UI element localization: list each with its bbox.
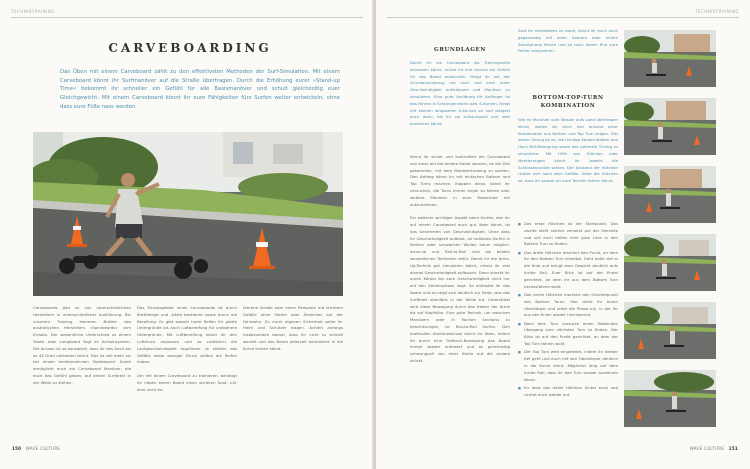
list-item: ■ Ihr lasst das letzte Hütchen hinter euch und richtet euch wieder auf. xyxy=(518,385,618,399)
sequence-photo-1 xyxy=(624,30,716,87)
sequence-photo-3 xyxy=(624,166,716,223)
sequence-photo-4 xyxy=(624,234,716,291)
left-page xyxy=(0,0,374,469)
left-footer xyxy=(12,446,60,451)
right-page-number: 151 xyxy=(728,446,738,451)
grundlagen-body: Könnt ihr sicher und kontrolliert ein Carveboard von einer auf die andere Kante steuern, ist die Zeit gekommen, mit dem Manövertraining zu starten. Den Anfang könnt ihr mit einfachen Bottom und Top Turns machen. Klappen diese, könnt ihr versuchen, die Turns immer enger zu fahren oder weitere Manöver in euer Repertoire mit aufzunehmen. Ein weiterer wichtiger Aspekt beim Surfen, den ihr auf einem Carveboard auch gut üben könnt, ist das Generieren von Geschwindigkeit. Ohne dass ihr Geschwindigkeit aufbaut, ist radikales Surfen in kleinen oder schwachen Wellen kaum möglich. Arms-up und Rail-to-Rail sind die beiden wesentlichen Techniken dafür. Damit ihr die Arms-Up-Technik gut simulieren könnt, müsst ihr erst einmal Geschwindigkeit aufbauen. Dann streckt ihr euren Körper bis eure Geschwindigkeit nicht nur auf den Zehenspitzen liegt. So entlastet ihr das Board und es neigt sich deutlich zur Seite, was das Surfbrett ebenfalls in der Welle tut. Unterstützt wird diese Bewegung durch das Heben der Arme bis auf Kopfhöhe. Eine gute Technik, um zwischen Manövern oder in flachen Sections zu beschleunigen, ist Rail-to-Rail Surfen. Den kraftvollen Kantenwechsel könnt ihr üben, indem ihr durch eine Tiefhoch-Bewegung das Board immer wieder entlastet und es gleichzeitig schwungvoll von einer Kante auf die andere drückt. xyxy=(410,154,510,363)
sequence-photo-5 xyxy=(624,302,716,359)
header-rule-right xyxy=(387,17,739,18)
header-rule xyxy=(11,17,363,18)
grundlagen-heading: GRUNDLAGEN xyxy=(434,47,486,53)
sequence-photo-2 xyxy=(624,98,716,155)
section-header-right: TECHNIKTRAINING xyxy=(695,9,739,14)
section-header: TECHNIKTRAINING xyxy=(11,9,55,14)
list-item: ■ Das vierte Hütchen markiert den Scheitelpunkt des Bottom Turns. Hier dreht ihr euren Oberkörper und leitet die Phase ein, in der ihr aus den Knien wieder hochkommt. xyxy=(518,292,618,319)
bottom-top-turn-heading: BOTTOM-TOP-TURN KOMBINATION xyxy=(532,95,604,109)
left-page-number: 150 xyxy=(12,446,22,451)
bottom-top-turn-intro: Wie ihr Manöver vom Wasser aufs Land übertragen könnt, wollen wir euch hier anhand einer Kombination aus Bottom und Top Turn zeigen. Ziel dieser Übung ist es, die richtige Körperrotation und Hoch-Tief-Bewegung sowie das optimale Timing zu simulieren. Mit Hilfe von Hütchen oder Markierungen könnt ihr jeweils die Schlüsselpunkte setzen. Der Abstand der Hütchen richtet sich nach dem Gefälle. Setzt die Hütchen so, dass ihr sauber an eure Technik fahren könnt. xyxy=(518,117,618,184)
article-title: CARVEBOARDING xyxy=(108,41,272,55)
sequence-photo-6 xyxy=(624,370,716,427)
left-column-2: Das Einsatzgebiet eines Carveboards ist durch Bretthänge und -härte bestimmt sowie durch die Bereifung. Es gibt sowohl harte Reifen für glatte Untergründe als auch Luftbereifung für unebenere Untergründe. Mit Luftbereifung könnt ihr den Luftdruck anpassen und so zusätzlich die Laufgeschwindigkeit regulieren. Je stärker das Gefälle desto weniger Druck sollten die Reifen haben. Um mit einem Carveboard zu trainieren, benötigt ihr neben einem Board einen sicheren Spot, z.B. eine nicht be- xyxy=(137,305,237,392)
list-item: ■ Das erste Hütchen ist der Startpunkt. Das zweite steht seitlich versetzt auf der Seeseite und soll euch helfen eine gute Linie in den Bottom Turn zu finden. xyxy=(518,221,618,248)
intro-paragraph: Das Üben mit einem Carveboard zählt zu den effektivsten Methoden der Surf-Simulation. Mit einem Carveboard könnt ihr Surfmanöver auf die Straße übertragen. Durch die Erhöhung eurer »Stand-up Time« bekommt ihr schneller ein Gefühl für alle Basismanöver und schult gleichzeitig euer Gleichgewicht. Mit einem Carveboard könnt ihr eure Fähigkeiten fürs Surfen weiter entwickeln, ohne dass eure Füße nass werden. xyxy=(60,69,340,110)
left-column-1: Carveboards gibt es von unterschiedlichen Herstellern in unterschiedlicher Ausführung. Bei unserem Training kommen Bretter des australischen Herstellers »Sonnbeards« zum Einsatz. Der wesentliche Unterschied zu einem Skate- oder Longboard liegt im Achsensystem. Die Achsen ist so konzipiert, dass ihr das Deck bis zu 45 Grad umkanten könnt. Das ist viel mehr als bei einem herkömmlichen Skateboard. Somit ermöglicht euch ein Carveboard Manöver, die euch das Gefühl geben, auf einem Surfbrett in der Welle zu stehen. xyxy=(33,305,131,385)
left-footer-label: WAVE CULTURE xyxy=(25,446,61,451)
right-footer-label: WAVE CULTURE xyxy=(689,446,725,451)
left-column-3: fahrene Straße oder einen Parkplatz mit leichtem Gefälle ohne Steine oder Ähnliches auf der Fahrbahn. Zu eurer eigenen Sicherheit sollte ihr Helm und Schützer tragen. Achten anfangs insbesondere darauf, dass ihr nicht zu schnell werdet und das Board jederzeit kontrolliert in die Kurve lenken könnt. xyxy=(243,305,343,351)
cone-steps-list xyxy=(518,221,618,400)
right-footer xyxy=(690,446,738,451)
grundlagen-intro: Damit ihr ein Carveboard als Trainingshilfe einsetzen könnt, müsst ihr erst einmal ein Gefühl für das Board entwickeln. Fängt ihr mit der Grundausrüstung, um nach und nach mehr Geschwindigkeit aufzubauen und Manöver zu simulieren. Eine gute Vorübung für Anfänger ist das Fahren in Schlangenlinien bzw. S-Kurven. Fangt mit kleinen langsamen S-Kurven an und steigert euch dann, bis ihr sie schwungvoll und weit ausfahren könnt. xyxy=(410,60,510,127)
carveboard-rider-photo xyxy=(33,132,343,296)
list-item: ■ Das dritte Hütchen markiert den Punkt, an dem ihr den Bottom Turn einleitet. Geht dafür tief in die Knie und bringt euer Gewicht deutlich aufs Inside Rail. Euer Blick ist auf der Punkt gerichtet, an dem ihr aus dem Bottom Turn herausfahren wollt. xyxy=(518,250,618,291)
list-item: ■ Der Top Turn wird eingeleitet, indem ihr wieder tief geht und euch mit den Oberkörper deutlich in die Kurve lehnt. Möglichst lang auf dem Inside Rail, dass ihr den Turn sauber ausfahren könnt. xyxy=(518,349,618,383)
list-item: ■ Nach dem Turn versucht einen fließenden Übergang zum nächsten Turn zu finden. Der Blick ist auf den Punkt gerichtet, an dem der Top Turn fahren wollt. xyxy=(518,321,618,348)
filming-tip: Seid ihr mindestens zu zweit, könnt ihr euch auch gegenseitig mit einer Kamera oder einem Smartphone filmen und so nach jedem Run eure Fehler analysieren. xyxy=(518,28,618,54)
